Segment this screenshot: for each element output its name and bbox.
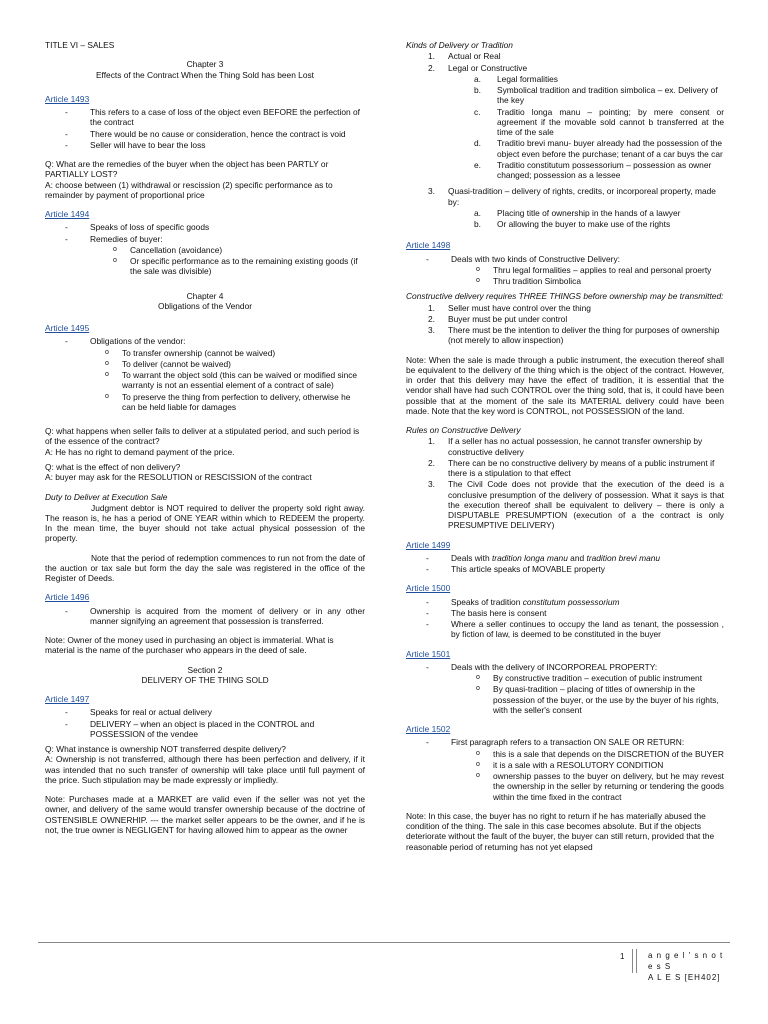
sub-list-item: o Thru tradition Simbolica [476,276,581,286]
list-item: - This refers to a case of loss of the object even BEFORE the perfection of the contract [65,107,360,128]
section-2-label: Section 2 [187,664,223,675]
chapter-4-title: Obligations of the Vendor [157,300,253,311]
constructive-heading: Constructive delivery requires THREE THINGS before ownership may be transmitted: [406,291,724,302]
sub-list-item: o To warrant the object sold (this can be waived or modified since warranty is not an essential element of a contract of sale) [105,370,358,391]
note-4: Note: In this case, the buyer has no right to return if he has materially abused the condition of the thing. The sale in this case becomes absolute. But if the objects deteriorate without the fault of the buyer, the buyer can still return, provided that the reasonable period of returning has not yet elapsed [406,810,715,852]
sub-list-item: o Thru legal formalities – applies to real and personal proerty [476,264,712,275]
duty-paragraph-1: Judgment debtor is NOT required to deliver the property sold right away. The reason is, he has a period of ONE YEAR within which to REDEEM the property. In the mean time, the buyer should not take actual physical possession of the property. [45,502,365,544]
list-item: - The basis here is consent [426,607,547,618]
article-1493-link[interactable]: Article 1493 [45,93,90,104]
chapter-3-label: Chapter 3 [186,59,224,70]
list-item: 2. Legal or Constructive [428,62,528,73]
sub-list-item: o By constructive tradition – execution of public instrument [476,673,703,683]
article-1500-link[interactable]: Article 1500 [406,583,451,594]
list-item: - Seller will have to bear the loss [65,139,206,150]
article-1494-link[interactable]: Article 1494 [45,209,90,219]
left-column [45,40,365,835]
answer-3: A: buyer may ask for the RESOLUTION or RESCISSION of the contract [45,472,312,482]
sub-list-item: o ownership passes to the buyer on delivery, but he may revest the ownership in the seller by returning or tendering the goods within the time fixed in the contract [476,771,724,802]
list-item: - Deals with two kinds of Constructive Delivery: [426,253,620,264]
list-item: 3. There must be the intention to deliver the thing for purposes of ownership (not merely to allow inspection) [428,325,720,346]
list-item: - Obligations of the vendor: [65,336,186,347]
kinds-heading: Kinds of Delivery or Tradition [406,40,513,50]
list-item: - Deals with tradition longa manu and tradition brevi manu [426,552,661,563]
list-item: - Speaks of loss of specific goods [65,222,210,233]
page-footer [38,942,730,982]
list-item: - Deals with the delivery of INCORPOREAL PROPERTY: [426,661,658,672]
list-item: 3. The Civil Code does not provide that the execution of the deed is a conclusive presumption of the delivery of possession. What it says is that the execution thereof shall be equivalent to delivery – there is only a DISPUTABLE PRESUMPTION (execution of a the contract is only PRESUMPTIVE DELIVERY) [428,479,724,531]
footer-divider [632,949,633,973]
brand-line-1: a n g e l ' s n o t e s S [648,951,724,971]
sub-list-item: o To transfer ownership (cannot be waived) [105,347,276,358]
list-item: 1. Seller must have control over the thing [428,302,591,313]
rules-heading: Rules on Constructive Delivery [406,425,521,435]
answer-2: A: He has no right to demand payment of the price. [45,446,235,457]
sub-list-item: o Cancellation (avoidance) [113,244,223,255]
list-item: - This article speaks of MOVABLE property [426,564,605,574]
list-item: - Speaks of tradition constitutum possessorium [426,596,620,607]
sub-list-item: d. Traditio brevi manu- buyer already had the possession of the object even before the purchase; tenant of a car buys the car [474,138,723,159]
question-4: Q: What instance is ownership NOT transferred despite delivery? [45,744,286,754]
question-2: Q: what happens when seller fails to deliver at a stipulated period, and such period is of the essence of the contract? [45,426,360,447]
article-1499-link[interactable]: Article 1499 [406,539,451,550]
note-2: Note: Purchases made at a MARKET are valid even if the seller was not yet the owner, and delivery of the same would transfer ownership because of the doctrine of OSTENSIBLE OWNERHIP. --- the market seller appears to be the owner, and if he is not, the true owner is NEGLIGENT for having allowed him to appear as the owner [45,794,365,835]
article-1502-link[interactable]: Article 1502 [406,724,451,734]
sub-list-item: a. Legal formalities [474,73,558,84]
sub-list-item: o Or specific performance as to the remaining existing goods (if the sale was divisible) [113,256,358,277]
section-2-title: DELIVERY OF THE THING SOLD [141,674,269,685]
sub-list-item: c. Traditio longa manu – pointing; by mere consent or agreement if the movable sold cannot b transferred at the time of the sale [474,106,724,137]
doc-title: TITLE VI – SALES [45,40,115,50]
list-item: - There would be no cause or consideration, hence the contract is void [65,128,346,139]
brand-line-2: A L E S [EH402] [648,972,721,982]
list-item: 2. Buyer must be put under control [428,313,568,324]
question-3: Q: what is the effect of non delivery? [45,461,181,472]
note-1: Note: Owner of the money used in purchasing an object is immaterial. What is material is the name of the purchaser who appears in the deed of sale. [45,635,334,656]
sub-list-item: o By quasi-tradition – placing of titles of ownership in the possession of the buyer, or the use by the buyer of his rights, with the seller's consent [476,684,719,715]
duty-heading: Duty to Deliver at Execution Sale [45,492,168,503]
sub-list-item: o this is a sale that depends on the DISCRETION of the BUYER [476,748,724,759]
article-1498-link[interactable]: Article 1498 [406,240,451,251]
sub-list-item: b. Symbolical tradition and tradition simbolica – ex. Delivery of the key [474,85,718,106]
footer-divider [636,949,637,973]
list-item: 3. Quasi-tradition – delivery of rights, credits, or incorporeal property, made by: [428,186,716,207]
article-1495-link[interactable]: Article 1495 [45,323,90,333]
footer-brand [648,951,730,983]
note-3: Note: When the sale is made through a public instrument, the execution thereof shall be equivalent to the delivery of the thing which is the object of the contract. However, in order that this delivery may have the effect of tradition, it is essential that the vendor shall have had such CONTROL over the thing sold, that is, it could have been possible that at the moment of the sale its MATERIAL delivery could have been made. Note that the key word is CONTROL, not POSSESSION of the land. [406,354,724,416]
sub-list-item: b. Or allowing the buyer to make use of the rights [474,219,671,229]
article-1497-link[interactable]: Article 1497 [45,694,90,704]
article-1501-link[interactable]: Article 1501 [406,648,451,659]
answer-1: A: choose between (1) withdrawal or rescission (2) specific performance as to remainder by payment of proportional price [45,179,333,200]
sub-list-item: o To deliver (cannot be waived) [105,358,231,369]
list-item: - Remedies of buyer: [65,233,163,244]
chapter-4-label: Chapter 4 [186,290,224,301]
sub-list-item: a. Placing title of ownership in the hands of a lawyer [474,207,681,218]
sub-list-item: o To preserve the thing from perfection to delivery, otherwise he can be held liable for damages [105,391,351,412]
list-item: - DELIVERY – when an object is placed in the CONTROL and POSSESSION of the vendee [65,718,315,739]
sub-list-item: o it is a sale with a RESOLUTORY CONDITION [476,759,664,770]
right-column [406,40,724,852]
question-1: Q: What are the remedies of the buyer when the object has been PARTLY or PARTIALLY LOST? [45,159,329,180]
sub-list-item: e. Traditio constitutum possessorium – possession as owner changed; possession as a lessee [474,159,712,180]
article-1496-link[interactable]: Article 1496 [45,592,90,603]
duty-paragraph-2: Note that the period of redemption commences to run not from the date of the auction or tax sale but form the day the sale was registered in the office of the Register of Deeds. [45,552,365,583]
list-item: - First paragraph refers to a transaction ON SALE OR RETURN: [426,737,685,748]
answer-4: A: Ownership is not transferred, although there has been perfection and delivery, if it was intended that no such transfer of ownership will take place until full payment of the price. Such stipulation may be made expressly or impliedly. [45,754,365,785]
chapter-3-title: Effects of the Contract When the Thing Sold has been Lost [95,69,315,80]
list-item: - Ownership is acquired from the moment of delivery or in any other manner signifying an agreement that possession is transferred. [65,605,365,626]
list-item: - Speaks for real or actual delivery [65,707,212,718]
list-item: - Where a seller continues to occupy the land as tenant, the possession , by fiction of law, is deemed to be constituted in the buyer [426,619,724,640]
list-item: 1. Actual or Real [428,51,501,62]
page-number: 1 [620,952,625,961]
list-item: 2. There can be no constructive delivery by means of a public instrument if there is a stipulation to that effect [428,457,715,478]
list-item: 1. If a seller has no actual possession, he cannot transfer ownership by constructive delivery [428,436,703,457]
